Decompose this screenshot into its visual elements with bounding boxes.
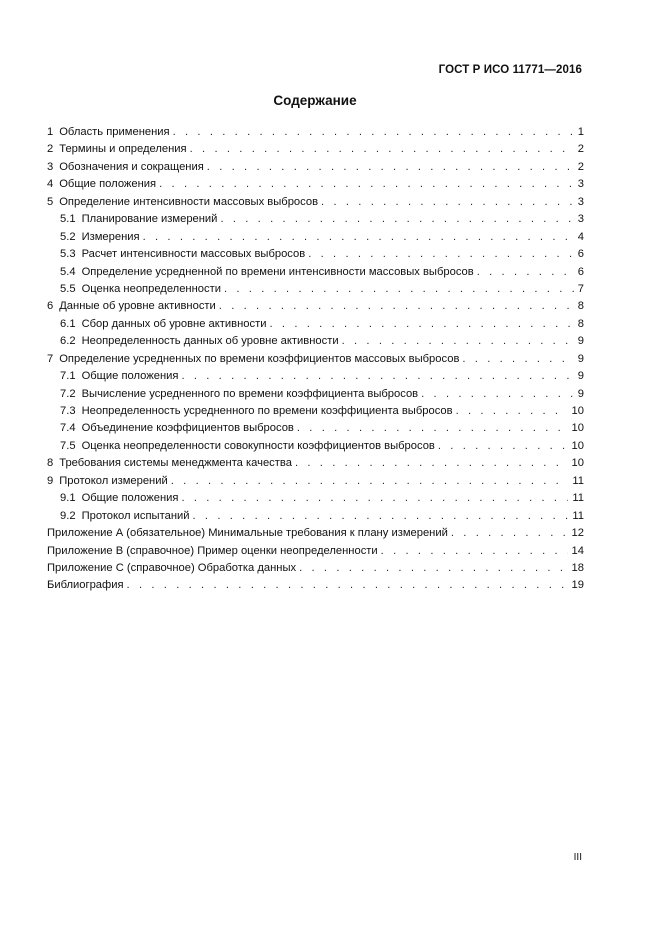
toc-dot-leader [421,386,574,403]
toc-entry-number: 1 [47,126,54,138]
toc-dot-leader [181,490,568,507]
toc-entry-title: Объединение коэффициентов выбросов [81,422,294,435]
toc-entry[interactable] [47,508,584,525]
toc-entry-number: 8 [47,457,54,470]
toc-entry-number: 7.1 [60,370,76,383]
toc-entry-number: 5.4 [60,265,76,278]
toc-dot-leader [181,368,573,385]
toc-entry-title: Определение усредненных по времени коэффициентов массовых выбросов [59,352,460,365]
toc-entry[interactable] [47,525,584,542]
toc-entry[interactable] [47,490,584,507]
toc-dot-leader [299,560,567,577]
toc-entry-number: 5.2 [60,230,76,243]
toc-entry-title: Оценка неопределенности совокупности коэффициентов выбросов [81,439,435,452]
toc-entry-title: Данные об уровне активности [59,300,216,313]
toc-entry-number: 7 [47,352,54,365]
toc-entry-number: 9 [47,474,54,487]
toc-entry-number: 3 [47,160,54,173]
toc-dot-leader [159,176,574,193]
toc-entry[interactable] [47,316,584,333]
toc-entry[interactable] [47,281,584,298]
toc-entry-title: Протокол испытаний [81,509,190,522]
toc-entry[interactable] [47,420,584,437]
toc-entry-number: 9.2 [60,509,76,522]
toc-entry[interactable] [47,159,584,176]
toc-entry-page: 3 [577,195,584,208]
toc-entry-number: 7.4 [60,422,76,435]
toc-entry-page: 2 [577,160,584,173]
toc-entry-page: 8 [577,300,584,313]
toc-entry[interactable] [47,229,584,246]
toc-entry-page: 10 [571,422,584,435]
toc-entry-title: Неопределенность данных об уровне активности [81,335,339,348]
toc-entry-number: 9.1 [60,492,76,505]
toc-entry[interactable] [47,298,584,315]
toc-entry[interactable] [47,560,584,577]
toc-entry-page: 1 [577,126,584,138]
toc-entry-title: Расчет интенсивности массовых выбросов [81,248,306,261]
toc-entry-title: Обозначения и сокращения [59,160,204,173]
toc-entry-title: Определение усредненной по времени интенсивности массовых выбросов [81,265,474,278]
toc-entry-number: 6.1 [60,317,76,330]
toc-entry[interactable] [47,386,584,403]
toc-entry-title: Требования системы менеджмента качества [59,457,292,470]
toc-entry-page: 11 [572,474,584,487]
toc-dot-leader [477,264,574,281]
toc-entry[interactable] [47,176,584,193]
toc-entry-number: 5.3 [60,248,76,261]
toc-entry-title: Приложение С (справочное) Обработка данных [47,561,297,574]
document-standard-header: ГОСТ Р ИСО 11771—2016 [438,64,582,76]
toc-entry-page: 12 [571,527,584,540]
toc-entry-number: 5.1 [60,213,76,226]
toc-entry[interactable] [47,438,584,455]
toc-entry[interactable] [47,455,584,472]
toc-entry-title: Сбор данных об уровне активности [81,317,267,330]
toc-entry-page: 11 [572,492,584,505]
toc-entry[interactable] [47,333,584,350]
toc-entry[interactable] [47,246,584,263]
toc-dot-leader [220,211,573,228]
toc-entry-number: 7.2 [60,387,76,400]
toc-entry-number: 6 [47,300,54,313]
toc-entry[interactable] [47,211,584,228]
toc-dot-leader [451,525,568,542]
toc-dot-leader [438,438,568,455]
toc-entry-number: 6.2 [60,335,76,348]
toc-entry-page: 3 [577,178,584,191]
toc-entry[interactable] [47,368,584,385]
toc-dot-leader [219,298,574,315]
toc-entry-number: 4 [47,178,54,191]
toc-dot-leader [127,577,568,594]
toc-dot-leader [321,194,574,211]
toc-entry-page: 10 [571,439,584,452]
toc-entry-page: 18 [571,561,584,574]
toc-entry-number: 5.5 [60,282,76,295]
toc-entry-title: Неопределенность усредненного по времени коэффициента выбросов [81,405,453,417]
toc-entry-page: 2 [577,143,584,156]
toc-entry-number: 7.3 [60,405,76,417]
toc-entry-page: 9 [577,370,584,383]
toc-entry-page: 9 [577,352,584,365]
toc-entry-page: 10 [571,457,584,470]
toc-dot-leader [308,246,574,263]
toc-entry-title: Библиография [47,579,124,592]
toc-entry-page: 4 [577,230,584,243]
toc-dot-leader [295,455,568,472]
toc-entry-number: 2 [47,143,54,156]
toc-entry-page: 14 [571,544,584,557]
toc-dot-leader [190,141,574,158]
toc-entry[interactable] [47,543,584,560]
toc-entry-page: 3 [577,213,584,226]
toc-dot-leader [462,351,573,368]
toc-entry-page: 6 [577,248,584,261]
page-number: III [573,852,582,863]
toc-entry-title: Измерения [81,230,140,243]
toc-dot-leader [381,543,568,560]
toc-entry-title: Планирование измерений [81,213,218,226]
toc-entry-title: Протокол измерений [59,474,168,487]
toc-entry-number: 5 [47,195,54,208]
toc-entry-title: Приложение А (обязательное) Минимальные требования к плану измерений [47,527,448,540]
toc-entry[interactable] [47,264,584,281]
toc-dot-leader [224,281,574,298]
toc-entry[interactable] [47,403,584,420]
toc-entry[interactable] [47,577,584,594]
toc-dot-leader [193,508,569,525]
toc-dot-leader [143,229,574,246]
toc-dot-leader [297,420,568,437]
toc-dot-leader [207,159,574,176]
toc-entry-title: Оценка неопределенности [81,282,221,295]
toc-entry-title: Общие положения [81,370,179,383]
toc-dot-leader [171,473,569,490]
toc-entry[interactable] [47,351,584,368]
toc-entry-title: Определение интенсивности массовых выбросов [59,195,319,208]
toc-entry[interactable] [47,124,584,141]
toc-entry[interactable] [47,141,584,158]
toc-entry-page: 10 [571,405,584,417]
table-of-contents [47,124,584,595]
toc-entry[interactable] [47,473,584,490]
toc-entry-number: 7.5 [60,439,76,452]
toc-entry-page: 8 [577,317,584,330]
toc-entry-page: 19 [571,579,584,592]
toc-entry-title: Приложение В (справочное) Пример оценки неопределенности [47,544,378,557]
toc-entry-title: Общие положения [59,178,157,191]
toc-dot-leader [173,124,574,141]
toc-entry-page: 11 [572,509,584,522]
toc-entry-title: Область применения [59,126,170,138]
toc-entry-title: Общие положения [81,492,179,505]
toc-entry-page: 9 [577,387,584,400]
toc-title: Содержание [273,93,357,108]
toc-entry-title: Термины и определения [59,143,187,156]
toc-entry[interactable] [47,194,584,211]
toc-entry-page: 9 [577,335,584,348]
toc-dot-leader [269,316,573,333]
toc-dot-leader [342,333,574,350]
toc-entry-title: Вычисление усредненного по времени коэффициента выбросов [81,387,419,400]
toc-entry-page: 6 [577,265,584,278]
toc-entry-page: 7 [577,282,584,295]
toc-dot-leader [456,403,568,420]
